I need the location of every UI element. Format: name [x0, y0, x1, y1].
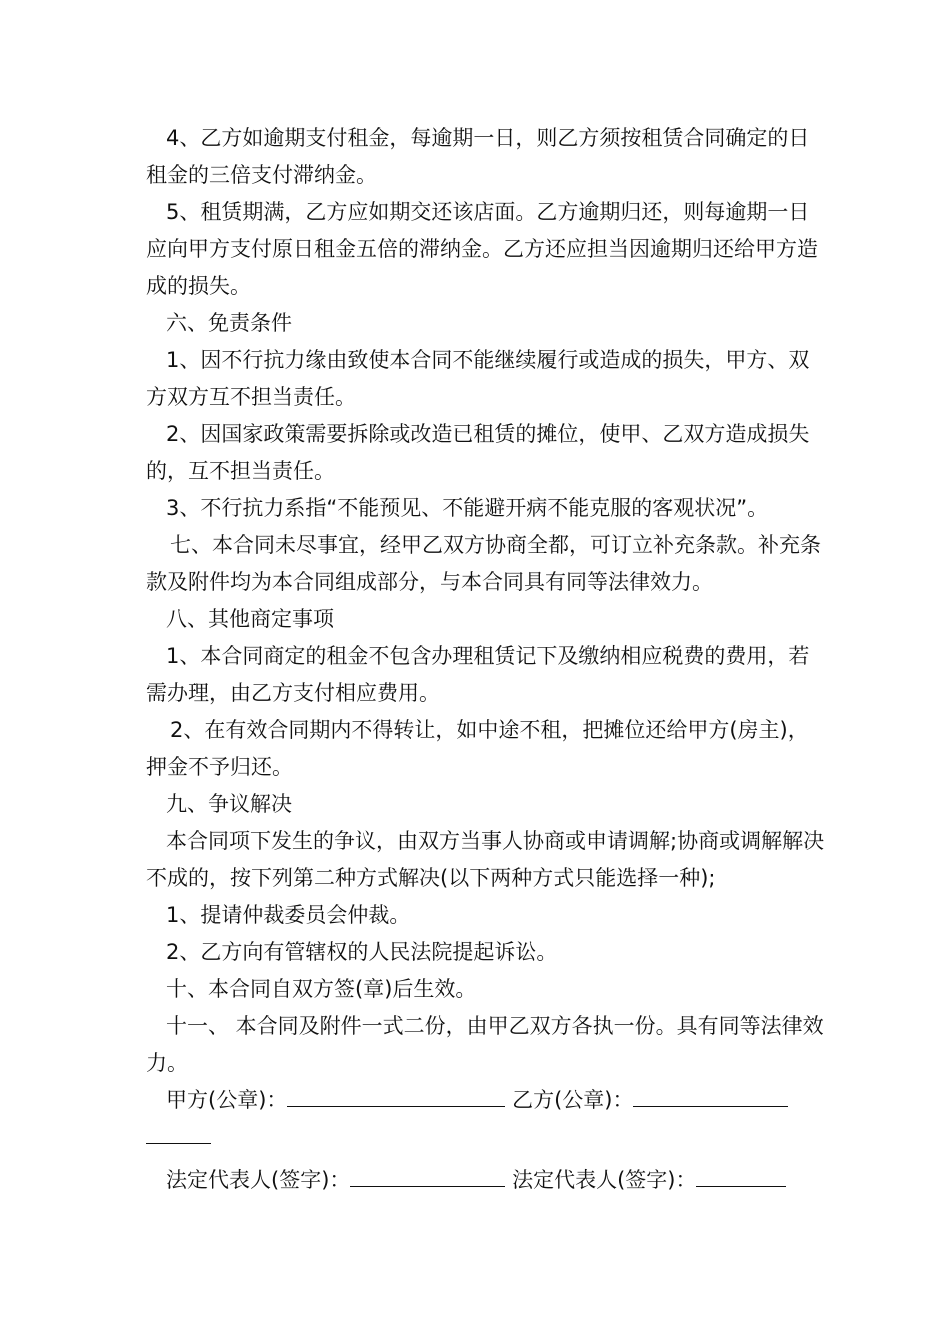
rep-a-label: 法定代表人(签字)：: [166, 1168, 351, 1192]
rep-b-label: 法定代表人(签字)：: [512, 1168, 697, 1192]
clause-6-1: 1、因不行抗力缘由致使本合同不能继续履行或造成的损失，甲方、双方双方互不担当责任。: [146, 348, 810, 409]
section-8-heading: 八、其他商定事项: [166, 607, 334, 631]
section-9-text: 本合同项下发生的争议，由双方当事人协商或申请调解;协商或调解解决不成的，按下列第二种方式解决(以下两种方式只能选择一种);: [146, 829, 825, 890]
party-b-seal-label: 乙方(公章)：: [512, 1088, 634, 1112]
party-b-seal-blank: [633, 1105, 788, 1107]
rep-b-blank: [696, 1185, 786, 1187]
representative-signature-line: [146, 1162, 826, 1199]
clause-6-2: 2、因国家政策需要拆除或改造已租赁的摊位，使甲、乙双方造成损失的，互不担当责任。: [146, 422, 810, 483]
party-a-seal-blank: [287, 1105, 505, 1107]
section-10: 十、本合同自双方签(章)后生效。: [166, 977, 477, 1001]
clause-5-lease-expiry: 5、租赁期满，乙方应如期交还该店面。乙方逾期归还，则每逾期一日应向甲方支付原日租金五倍的滞纳金。乙方还应担当因逾期归还给甲方造成的损失。: [146, 200, 818, 298]
section-11: 十一、 本合同及附件一式二份，由甲乙双方各执一份。具有同等法律效力。: [146, 1014, 824, 1075]
contract-body: [146, 120, 826, 1199]
clause-9-2: 2、乙方向有管辖权的人民法院提起诉讼。: [166, 940, 558, 964]
clause-9-1: 1、提请仲裁委员会仲裁。: [166, 903, 411, 927]
party-b-seal-blank-continued: [146, 1119, 826, 1156]
clause-8-2: 2、在有效合同期内不得转让，如中途不租，把摊位还给甲方(房主)，押金不予归还。: [146, 718, 809, 779]
section-7: 七、本合同未尽事宜，经甲乙双方协商全都，可订立补充条款。补充条款及附件均为本合同组成部分，与本合同具有同等法律效力。: [146, 533, 821, 594]
section-9-heading: 九、争议解决: [166, 792, 292, 816]
clause-4-late-rent: 4、乙方如逾期支付租金，每逾期一日，则乙方须按租赁合同确定的日租金的三倍支付滞纳金。: [146, 126, 810, 187]
section-6-heading: 六、免责条件: [166, 311, 292, 335]
party-a-seal-label: 甲方(公章)：: [166, 1088, 288, 1112]
party-signature-line: [146, 1082, 826, 1119]
rep-a-blank: [350, 1185, 505, 1187]
party-b-seal-blank-tail: [146, 1142, 211, 1144]
clause-8-1: 1、本合同商定的租金不包含办理租赁记下及缴纳相应税费的费用，若需办理，由乙方支付相应费用。: [146, 644, 810, 705]
clause-6-3: 3、不行抗力系指“不能预见、不能避开病不能克服的客观状况”。: [166, 496, 769, 520]
